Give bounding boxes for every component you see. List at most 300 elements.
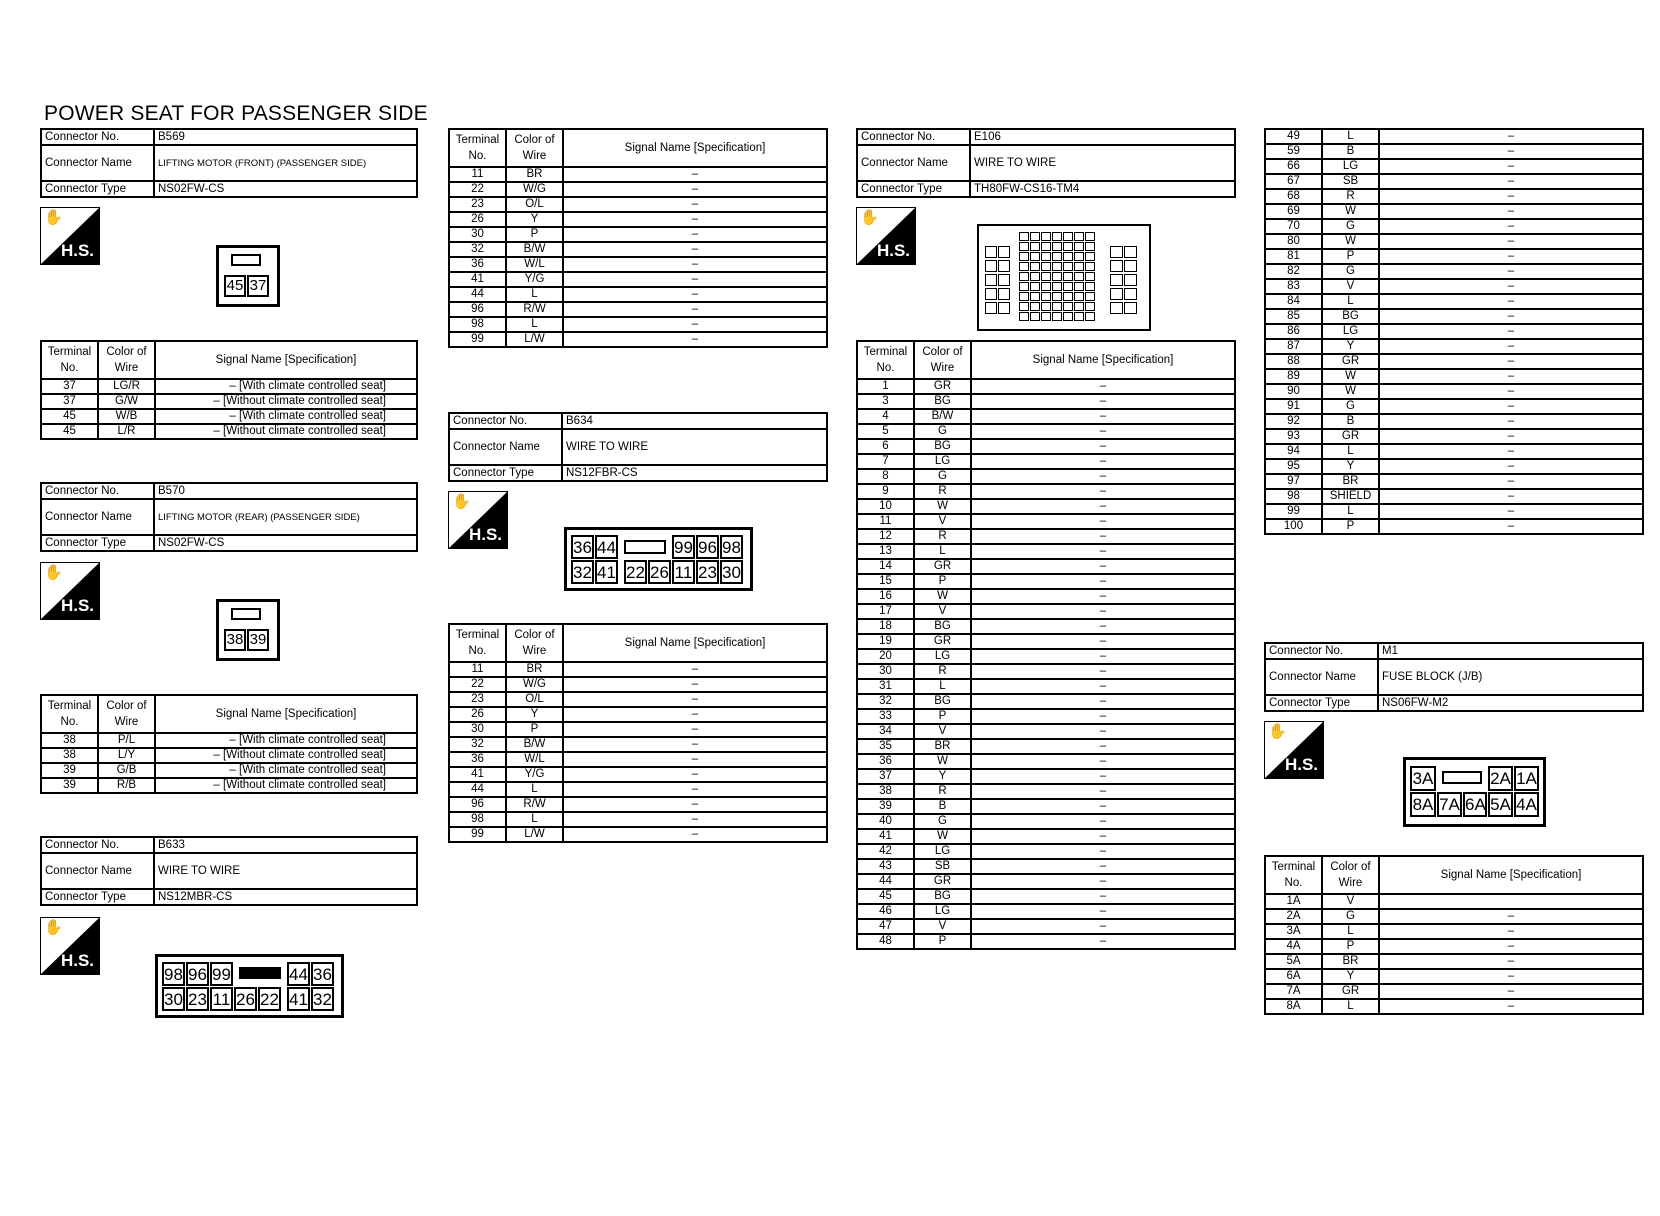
terminal-no-cell: 92 [1265,414,1322,429]
signal-name-cell: – [1379,354,1643,369]
b570-info-table [40,482,418,552]
table-row [449,797,827,812]
connector-type: NS02FW-CS [154,181,417,197]
harness-side-icon: ✋ H.S. [40,207,100,265]
terminal-no-cell: 80 [1265,234,1322,249]
signal-name-cell: – [1379,264,1643,279]
wire-color-cell: V [914,514,971,529]
connector-hand-icon: ✋ [1268,723,1287,740]
connector-cavity [1074,292,1084,301]
col-signal: Signal Name [Specification] [155,341,417,379]
signal-name-cell: – [Without climate controlled seat] [155,424,417,439]
table-row [449,737,827,752]
wire-color-cell: LG [1322,324,1379,339]
e106-connector-face [977,224,1151,331]
wire-color-cell: G/W [98,394,155,409]
wire-color-cell: L [506,782,563,797]
m1-info-table [1264,642,1644,712]
table-row [857,604,1235,619]
label-connector-name: Connector Name [449,429,562,465]
harness-side-icon: ✋ H.S. [1264,721,1324,779]
connector-cavity [1052,232,1062,241]
wire-color-cell: SB [914,859,971,874]
terminal-no-cell: 34 [857,724,914,739]
table-row [1265,909,1643,924]
col-terminal-no: Terminal No. [1265,856,1322,894]
table-row [857,394,1235,409]
signal-name-cell: – [563,812,827,827]
table-row [41,748,417,763]
wire-color-cell: LG [914,454,971,469]
b633-info-table [40,836,418,906]
connector-cavity [1019,312,1029,321]
connector-name: WIRE TO WIRE [970,145,1235,181]
table-row [857,379,1235,394]
connector-cavity [1052,262,1062,271]
terminal-no-cell: 45 [41,409,98,424]
wire-color-cell: GR [914,634,971,649]
signal-name-cell: – [1379,294,1643,309]
pin: 3A [1410,766,1436,791]
wire-color-cell: LG [914,904,971,919]
table-row [1265,519,1643,534]
pin: 5A [1488,792,1513,817]
harness-side-icon: ✋ H.S. [40,917,100,975]
table-row [857,814,1235,829]
signal-name-cell: – [971,859,1235,874]
table-row [449,227,827,242]
signal-name-cell: – [971,499,1235,514]
table-row [857,514,1235,529]
signal-name-cell: – [971,424,1235,439]
connector-cavity [1019,232,1029,241]
signal-name-cell: – [971,844,1235,859]
connector-type: NS06FW-M2 [1378,695,1643,711]
col-color: Color of Wire [98,341,155,379]
table-row [857,469,1235,484]
wire-color-cell: W/G [506,182,563,197]
signal-name-cell: – [1379,414,1643,429]
signal-name-cell: – [971,574,1235,589]
terminal-no-cell: 8A [1265,999,1322,1014]
connector-cavity [1052,302,1062,311]
label-connector-type: Connector Type [41,181,154,197]
connector-cavity [1074,282,1084,291]
signal-name-cell: – [563,272,827,287]
wire-color-cell: L [1322,129,1379,144]
signal-name-cell: – [1379,234,1643,249]
table-row [449,707,827,722]
table-row [449,827,827,842]
page-title: POWER SEAT FOR PASSENGER SIDE [44,102,428,125]
table-row [1265,384,1643,399]
connector-cavity [1085,252,1095,261]
connector-cavity [1041,242,1051,251]
pin: 22 [258,987,281,1011]
terminal-no-cell: 41 [449,272,506,287]
table-row [1265,189,1643,204]
table-row [1265,204,1643,219]
wire-color-cell: GR [914,559,971,574]
terminal-no-cell: 20 [857,649,914,664]
connector-cavity [1052,312,1062,321]
wire-color-cell: W [1322,234,1379,249]
b569-info-table [40,128,418,198]
pin: 30 [162,987,185,1011]
wire-color-cell: W [1322,369,1379,384]
signal-name-cell: – [563,707,827,722]
table-row [1265,474,1643,489]
connector-cavity [1019,252,1029,261]
table-row [449,287,827,302]
wire-color-cell: L/R [98,424,155,439]
terminal-no-cell: 41 [449,767,506,782]
connector-cavity [985,302,997,314]
signal-name-cell: – [With climate controlled seat] [155,763,417,778]
signal-name-cell: – [1379,459,1643,474]
table-row [857,529,1235,544]
wire-color-cell: W/B [98,409,155,424]
table-row [449,212,827,227]
terminal-no-cell: 45 [41,424,98,439]
table-row [857,634,1235,649]
wire-color-cell: R [1322,189,1379,204]
table-row [857,664,1235,679]
b634-info-table [448,412,828,482]
signal-name-cell: – [971,589,1235,604]
wire-color-cell: SB [1322,174,1379,189]
signal-name-cell: – [563,332,827,347]
signal-name-cell: – [563,212,827,227]
terminal-no-cell: 44 [449,287,506,302]
signal-name-cell: – [971,919,1235,934]
terminal-no-cell: 16 [857,589,914,604]
terminal-no-cell: 70 [1265,219,1322,234]
terminal-no-cell: 45 [857,889,914,904]
signal-name-cell: – [971,739,1235,754]
signal-name-cell: – [971,814,1235,829]
table-row [857,424,1235,439]
terminal-no-cell: 93 [1265,429,1322,444]
col-signal: Signal Name [Specification] [563,624,827,662]
connector-cavity [1063,282,1073,291]
connector-cavity [1085,292,1095,301]
terminal-no-cell: 96 [449,302,506,317]
signal-name-cell: – [971,829,1235,844]
terminal-no-cell: 90 [1265,384,1322,399]
signal-name-cell: – [971,559,1235,574]
table-row [857,559,1235,574]
connector-hand-icon: ✋ [44,209,63,226]
connector-cavity [1019,302,1029,311]
wire-color-cell: GR [1322,354,1379,369]
col-color: Color of Wire [506,624,563,662]
connector-key [239,967,281,979]
terminal-no-cell: 86 [1265,324,1322,339]
signal-name-cell: – [971,544,1235,559]
connector-cavity [1030,272,1040,281]
pin: 11 [210,987,233,1011]
wire-color-cell: O/L [506,692,563,707]
connector-cavity [1041,252,1051,261]
signal-name-cell: – [971,799,1235,814]
connector-cavity [985,246,997,258]
wire-color-cell: B/W [506,737,563,752]
connector-key [231,254,261,266]
terminal-no-cell: 49 [1265,129,1322,144]
table-row [41,394,417,409]
col-color: Color of Wire [506,129,563,167]
signal-name-cell: – [971,874,1235,889]
terminal-no-cell: 7 [857,454,914,469]
signal-name-cell: – [971,754,1235,769]
wire-color-cell: V [1322,279,1379,294]
signal-name-cell: – [1379,369,1643,384]
signal-name-cell: – [1379,339,1643,354]
pin: 99 [672,535,695,559]
pin: 2A [1488,766,1513,791]
label-connector-name: Connector Name [41,499,154,535]
terminal-no-cell: 67 [1265,174,1322,189]
connector-cavity [1124,246,1137,258]
label-connector-no: Connector No. [41,483,154,499]
terminal-no-cell: 98 [449,812,506,827]
wire-color-cell: W [914,754,971,769]
wire-color-cell: W/L [506,257,563,272]
connector-cavity [1052,252,1062,261]
signal-name-cell: – [With climate controlled seat] [155,733,417,748]
table-row [1265,369,1643,384]
wire-color-cell: G [1322,909,1379,924]
pin: 8A [1410,792,1436,817]
terminal-no-cell: 39 [857,799,914,814]
connector-cavity [1041,272,1051,281]
signal-name-cell: – [With climate controlled seat] [155,409,417,424]
table-row [1265,339,1643,354]
table-row [449,197,827,212]
terminal-no-cell: 69 [1265,204,1322,219]
wire-color-cell: BG [1322,309,1379,324]
connector-cavity [1041,262,1051,271]
signal-name-cell: – [1379,399,1643,414]
terminal-no-cell: 1A [1265,894,1322,909]
connector-cavity [1124,302,1137,314]
terminal-no-cell: 4 [857,409,914,424]
terminal-no-cell: 40 [857,814,914,829]
terminal-no-cell: 41 [857,829,914,844]
table-row [857,919,1235,934]
connector-name: WIRE TO WIRE [562,429,827,465]
signal-name-cell: – [971,634,1235,649]
signal-name-cell: – [Without climate controlled seat] [155,778,417,793]
col-signal: Signal Name [Specification] [155,695,417,733]
connector-type: TH80FW-CS16-TM4 [970,181,1235,197]
wire-color-cell: Y [506,707,563,722]
table-row [1265,444,1643,459]
label-connector-name: Connector Name [41,853,154,889]
pin: 36 [571,535,594,559]
connector-cavity [1110,260,1123,272]
b633-terminal-table [448,128,828,348]
signal-name-cell: – [563,257,827,272]
connector-cavity [1110,246,1123,258]
wire-color-cell: R/B [98,778,155,793]
table-row [449,302,827,317]
table-row [449,677,827,692]
connector-cavity [1030,282,1040,291]
terminal-no-cell: 83 [1265,279,1322,294]
terminal-no-cell: 38 [41,748,98,763]
m1-connector-face [1403,757,1546,827]
table-row [857,484,1235,499]
signal-name-cell: – [971,694,1235,709]
col-signal: Signal Name [Specification] [563,129,827,167]
table-row [41,733,417,748]
wire-color-cell: GR [914,379,971,394]
wire-color-cell: L [914,679,971,694]
table-row [41,778,417,793]
connector-type: NS02FW-CS [154,535,417,551]
table-row [41,424,417,439]
table-row [857,934,1235,949]
pin: 36 [311,962,334,986]
table-row [1265,144,1643,159]
signal-name-cell: – [1379,219,1643,234]
terminal-no-cell: 26 [449,212,506,227]
connector-cavity [1030,312,1040,321]
label-connector-name: Connector Name [1265,659,1378,695]
connector-cavity [985,274,997,286]
table-row [449,692,827,707]
terminal-no-cell: 4A [1265,939,1322,954]
table-row [1265,174,1643,189]
e106-terminal-table-cont [1264,128,1644,535]
table-row [857,784,1235,799]
col-color: Color of Wire [1322,856,1379,894]
wire-color-cell: BG [914,619,971,634]
connector-cavity [1074,262,1084,271]
terminal-no-cell: 11 [857,514,914,529]
wire-color-cell: BG [914,694,971,709]
connector-cavity [1019,282,1029,291]
signal-name-cell: – [1379,909,1643,924]
connector-cavity [1074,232,1084,241]
b634-terminal-table [448,623,828,843]
label-connector-no: Connector No. [41,837,154,853]
connector-cavity [1085,282,1095,291]
wire-color-cell: BR [506,662,563,677]
connector-hand-icon: ✋ [44,564,63,581]
e106-terminal-table [856,340,1236,950]
label-connector-type: Connector Type [41,889,154,905]
terminal-no-cell: 11 [449,167,506,182]
connector-cavity [1052,292,1062,301]
connector-cavity [1030,232,1040,241]
terminal-no-cell: 39 [41,778,98,793]
terminal-no-cell: 87 [1265,339,1322,354]
pin: 99 [210,962,233,986]
wire-color-cell: R [914,484,971,499]
wire-color-cell: W [914,829,971,844]
table-row [449,242,827,257]
connector-cavity [1030,262,1040,271]
connector-cavity [1030,302,1040,311]
signal-name-cell: – [1379,159,1643,174]
pin: 22 [624,560,647,584]
wire-color-cell: P [1322,939,1379,954]
wire-color-cell: L/W [506,827,563,842]
signal-name-cell: – [1379,309,1643,324]
terminal-no-cell: 44 [449,782,506,797]
col-terminal-no: Terminal No. [41,341,98,379]
connector-type: NS12FBR-CS [562,465,827,481]
col-signal: Signal Name [Specification] [971,341,1235,379]
table-row [1265,969,1643,984]
m1-terminal-table [1264,855,1644,1015]
terminal-no-cell: 97 [1265,474,1322,489]
table-row [857,619,1235,634]
wire-color-cell: GR [1322,984,1379,999]
terminal-no-cell: 37 [41,379,98,394]
connector-no: E106 [970,129,1235,145]
wire-color-cell: P [506,227,563,242]
signal-name-cell: – [971,514,1235,529]
table-row [1265,399,1643,414]
terminal-no-cell: 36 [449,257,506,272]
signal-name-cell: – [1379,429,1643,444]
wire-color-cell: SHIELD [1322,489,1379,504]
table-row [857,829,1235,844]
wire-color-cell: BG [914,889,971,904]
signal-name-cell: – [563,242,827,257]
signal-name-cell: – [971,709,1235,724]
wire-color-cell: B [1322,414,1379,429]
table-row [449,257,827,272]
connector-cavity [1041,312,1051,321]
terminal-no-cell: 15 [857,574,914,589]
terminal-no-cell: 6 [857,439,914,454]
pin: 98 [162,962,185,986]
terminal-no-cell: 66 [1265,159,1322,174]
connector-cavity [1063,242,1073,251]
connector-cavity [1124,274,1137,286]
signal-name-cell: – [1379,189,1643,204]
connector-cavity [1063,302,1073,311]
wire-color-cell: W [1322,204,1379,219]
connector-name: LIFTING MOTOR (REAR) (PASSENGER SIDE) [154,499,417,535]
signal-name-cell: – [1379,999,1643,1014]
signal-name-cell: – [1379,474,1643,489]
terminal-no-cell: 30 [857,664,914,679]
table-row [1265,984,1643,999]
terminal-no-cell: 32 [449,242,506,257]
connector-key [1442,771,1482,784]
terminal-no-cell: 10 [857,499,914,514]
wire-color-cell: P [506,722,563,737]
signal-name-cell: – [563,677,827,692]
signal-name-cell: – [971,454,1235,469]
connector-cavity [1110,274,1123,286]
connector-hand-icon: ✋ [860,209,879,226]
terminal-no-cell: 8 [857,469,914,484]
wire-color-cell: L [1322,924,1379,939]
wire-color-cell: BG [914,439,971,454]
connector-cavity [1110,302,1123,314]
signal-name-cell: – [971,604,1235,619]
connector-cavity [1041,232,1051,241]
terminal-no-cell: 91 [1265,399,1322,414]
pin: 32 [571,560,594,584]
